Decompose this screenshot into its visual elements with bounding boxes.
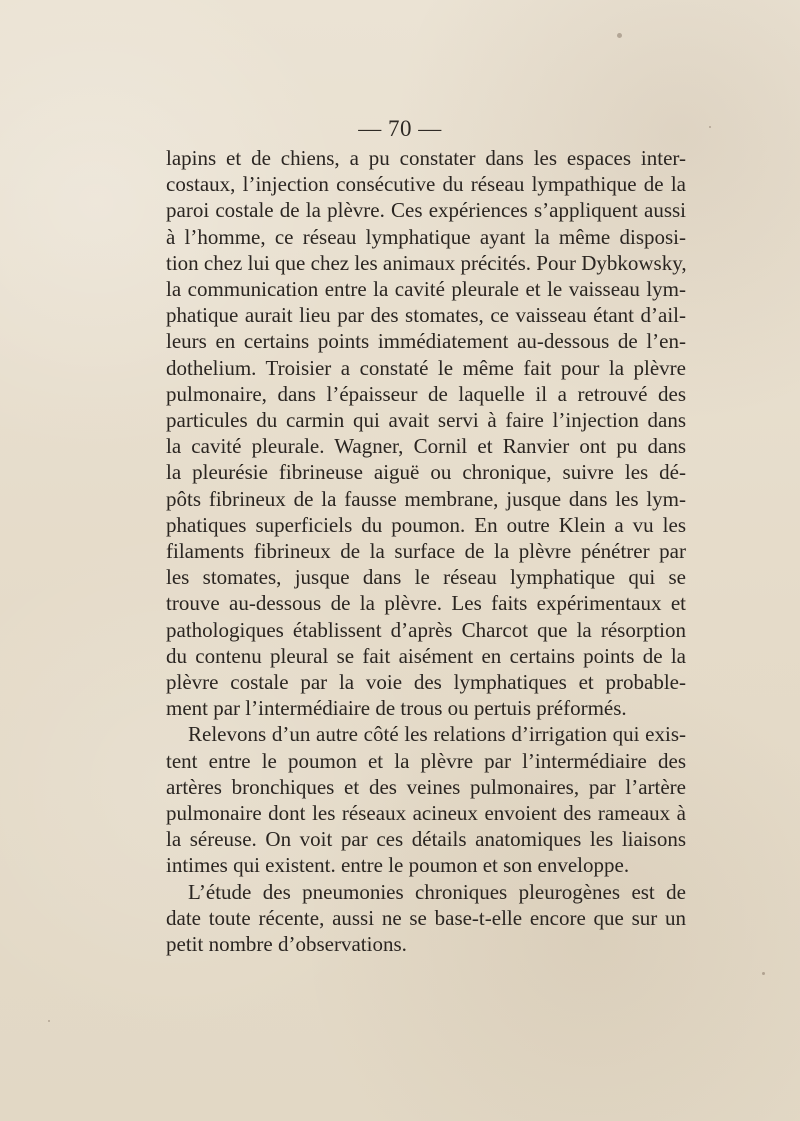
body-line: pôts fibrineux de la fausse membrane, jusque dans les lym-	[166, 486, 686, 511]
body-line: leurs en certains points immédiatement au-dessous de l’en-	[166, 329, 686, 354]
body-line: la séreuse. On voit par ces détails anatomiques les liaisons	[166, 827, 686, 852]
body-line: intimes qui existent. entre le poumon et son enveloppe.	[166, 853, 630, 878]
body-line: lapins et de chiens, a pu constater dans les espaces inter-	[166, 146, 686, 170]
body-line: filaments fibrineux de la surface de la plèvre pénétrer par	[166, 539, 686, 564]
page-number-header: — 70 —	[358, 116, 442, 141]
body-text	[166, 145, 686, 957]
body-line: phatiques superficiels du poumon. En outre Klein a vu les	[166, 512, 686, 537]
body-line: particules du carmin qui avait servi à faire l’injection dans	[166, 408, 686, 433]
body-line: du contenu pleural se fait aisément en certains points de la	[166, 643, 686, 668]
body-line: les stomates, jusque dans le réseau lymphatique qui se	[166, 565, 686, 590]
body-line: petit nombre d’observations.	[166, 932, 407, 957]
body-line: pathologiques établissent d’après Charcot que la résorption	[166, 617, 686, 642]
body-line: artères bronchiques et des veines pulmonaires, par l’artère	[166, 774, 686, 799]
body-line: costaux, l’injection consécutive du réseau lympathique de la	[166, 172, 686, 197]
body-line: plèvre costale par la voie des lymphatiques et probable-	[166, 670, 686, 695]
body-line: à l’homme, ce réseau lymphatique ayant la même disposi-	[166, 224, 686, 249]
body-line: dothelium. Troisier a constaté le même fait pour la plèvre	[166, 355, 686, 380]
body-line: tion chez lui que chez les animaux précités. Pour Dybkowsky,	[166, 250, 687, 275]
body-line: ment par l’intermédiaire de trous ou pertuis préformés.	[166, 696, 627, 721]
body-line: la communication entre la cavité pleurale et le vaisseau lym-	[166, 277, 686, 302]
paper-speck	[48, 1020, 50, 1022]
body-line: la pleurésie fibrineuse aiguë ou chronique, suivre les dé-	[166, 460, 686, 485]
body-line: L’étude des pneumonies chroniques pleurogènes est de	[188, 879, 686, 904]
body-line: pulmonaire, dans l’épaisseur de laquelle il a retrouvé des	[166, 381, 686, 406]
body-line: tent entre le poumon et la plèvre par l’intermédiaire des	[166, 748, 686, 773]
body-line: trouve au-dessous de la plèvre. Les faits expérimentaux et	[166, 591, 686, 616]
body-line: pulmonaire dont les réseaux acineux envoient des rameaux à	[166, 801, 686, 826]
paper-speck	[617, 33, 622, 38]
body-line: paroi costale de la plèvre. Ces expériences s’appliquent aussi	[166, 198, 686, 223]
body-line: date toute récente, aussi ne se base-t-elle encore que sur un	[166, 905, 686, 930]
body-line: phatique aurait lieu par des stomates, ce vaisseau étant d’ail-	[166, 303, 686, 328]
body-line: la cavité pleurale. Wagner, Cornil et Ranvier ont pu dans	[166, 434, 686, 459]
paper-speck	[762, 972, 765, 975]
body-line: Relevons d’un autre côté les relations d’irrigation qui exis-	[188, 722, 686, 747]
